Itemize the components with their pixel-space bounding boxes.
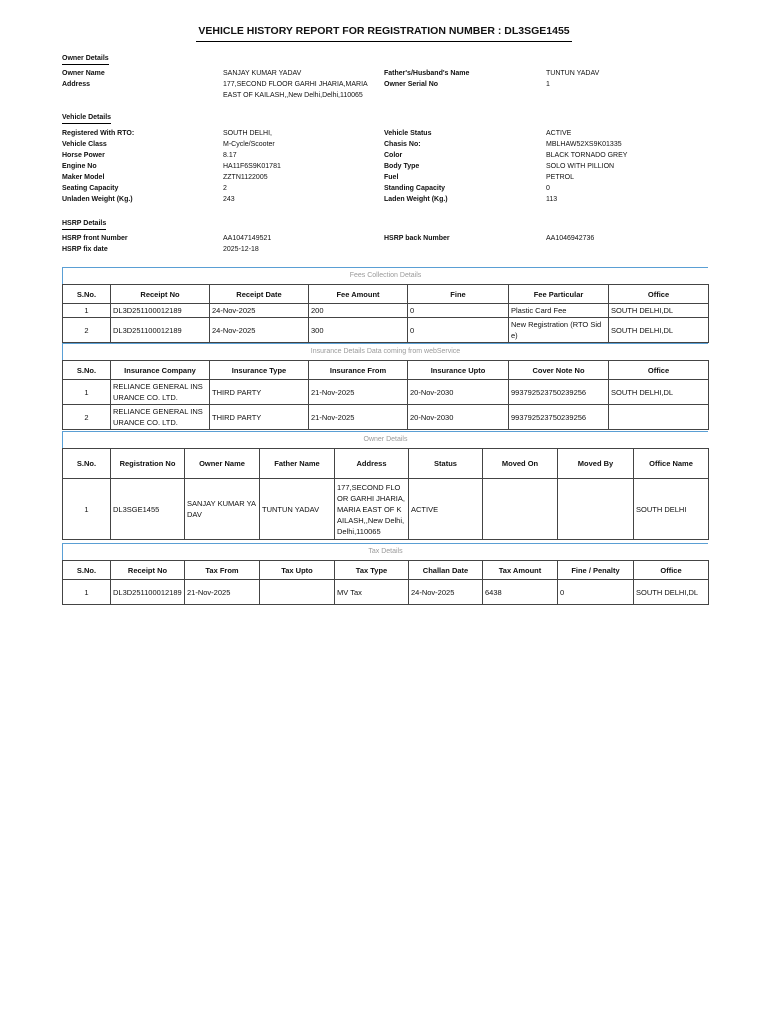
fees-table-cell: 0 [408,318,509,343]
tax-table-cell: 1 [63,580,111,605]
tax-column-header: Tax From [185,561,260,580]
address-value: 177,SECOND FLOOR GARHI JHARIA,MARIA EAST OF KAILASH,,New Delhi,Delhi,110065 [223,81,368,99]
fees-table-row [63,318,709,343]
insurance-column-header: Office [609,361,709,380]
vehicle-detail-label: Vehicle Status [384,130,432,137]
fees-table [62,284,709,343]
vehicle-detail-label: Vehicle Class [62,141,107,148]
vehicle-detail-label: Unladen Weight (Kg.) [62,196,133,203]
owners-panel [62,431,708,540]
vehicle-detail-value: ACTIVE [546,130,572,137]
insurance-table-cell: 2 [63,405,111,430]
owners-table-cell: DL3SGE1455 [111,479,185,540]
tax-column-header: S.No. [63,561,111,580]
insurance-column-header: S.No. [63,361,111,380]
insurance-column-header: Insurance Upto [408,361,509,380]
owners-table-cell: SOUTH DELHI [634,479,709,540]
vehicle-detail-label: Engine No [62,163,97,170]
tax-column-header: Tax Amount [483,561,558,580]
tax-table-row [63,580,709,605]
fees-table-cell: New Registration (RTO Side) [509,318,609,343]
insurance-table-cell [609,405,709,430]
tax-column-header: Challan Date [409,561,483,580]
owners-caption: Owner Details [62,431,708,448]
insurance-panel [62,343,708,430]
owners-column-header: Moved On [483,449,558,479]
vehicle-details-heading: Vehicle Details [62,114,111,124]
fees-table-cell: DL3D251100012189 [111,318,210,343]
fees-table-cell: DL3D251100012189 [111,304,210,318]
tax-column-header: Tax Type [335,561,409,580]
owners-table-cell [558,479,634,540]
insurance-table-cell: 21-Nov-2025 [309,405,408,430]
insurance-table-cell: 20-Nov-2030 [408,405,509,430]
insurance-table-cell: RELIANCE GENERAL INSURANCE CO. LTD. [111,405,210,430]
vehicle-detail-value: ZZTN1122005 [223,174,268,181]
fees-caption: Fees Collection Details [62,267,708,284]
vehicle-detail-value: 0 [546,185,550,192]
vehicle-detail-value: 113 [546,196,558,203]
owners-table [62,448,709,540]
vehicle-detail-label: Laden Weight (Kg.) [384,196,448,203]
vehicle-detail-value: SOLO WITH PILLION [546,163,615,170]
hsrp-fix-value: 2025-12-18 [223,246,259,253]
hsrp-back-value: AA1046942736 [546,235,595,242]
tax-table-cell: DL3D251100012189 [111,580,185,605]
hsrp-fix-label: HSRP fix date [62,246,108,253]
fees-table-cell: 1 [63,304,111,318]
owners-table-cell: SANJAY KUMAR YADAV [185,479,260,540]
tax-table-cell [260,580,335,605]
owner-serial-value: 1 [546,81,550,88]
insurance-table-cell: 993792523750239256 [509,405,609,430]
vehicle-detail-label: Seating Capacity [62,185,119,192]
fees-table-cell: 2 [63,318,111,343]
owners-table-row [63,479,709,540]
tax-table-cell: 0 [558,580,634,605]
insurance-table-cell: RELIANCE GENERAL INSURANCE CO. LTD. [111,380,210,405]
hsrp-back-label: HSRP back Number [384,235,450,242]
owners-column-header: Address [335,449,409,479]
owners-column-header: Owner Name [185,449,260,479]
vehicle-detail-label: Body Type [384,163,420,170]
vehicle-detail-value: SOUTH DELHI, [223,130,273,137]
fees-table-cell: Plastic Card Fee [509,304,609,318]
fees-column-header: Office [609,285,709,304]
insurance-table-cell: THIRD PARTY [210,405,309,430]
tax-column-header: Office [634,561,709,580]
vehicle-detail-label: Fuel [384,174,399,181]
insurance-column-header: Insurance From [309,361,408,380]
tax-table-cell: 21-Nov-2025 [185,580,260,605]
owner-name-value: SANJAY KUMAR YADAV [223,70,302,77]
insurance-table-cell: 21-Nov-2025 [309,380,408,405]
vehicle-detail-value: 243 [223,196,235,203]
fees-column-header: Fine [408,285,509,304]
hsrp-front-label: HSRP front Number [62,235,128,242]
address-label: Address [62,81,91,88]
father-name-label: Father's/Husband's Name [384,70,470,77]
insurance-table-row [63,380,709,405]
fees-table-cell: 0 [408,304,509,318]
insurance-table-cell: THIRD PARTY [210,380,309,405]
owners-column-header: Registration No [111,449,185,479]
vehicle-detail-label: Chasis No: [384,141,421,148]
tax-panel [62,543,708,605]
owner-name-label: Owner Name [62,70,105,77]
insurance-caption: Insurance Details Data coming from webService [62,343,708,360]
insurance-table-cell: 1 [63,380,111,405]
owners-column-header: Office Name [634,449,709,479]
insurance-column-header: Cover Note No [509,361,609,380]
owners-column-header: Status [409,449,483,479]
fees-column-header: Fee Amount [309,285,408,304]
insurance-table [62,360,709,430]
vehicle-detail-label: Maker Model [62,174,105,181]
tax-column-header: Fine / Penalty [558,561,634,580]
vehicle-detail-label: Registered With RTO: [62,130,135,137]
fees-table-cell: 24-Nov-2025 [210,304,309,318]
tax-table-cell: SOUTH DELHI,DL [634,580,709,605]
fees-table-cell: 200 [309,304,408,318]
fees-table-cell: SOUTH DELHI,DL [609,318,709,343]
tax-column-header: Receipt No [111,561,185,580]
tax-table-cell: 6438 [483,580,558,605]
fees-table-row [63,304,709,318]
vehicle-detail-label: Standing Capacity [384,185,446,192]
insurance-table-cell: 993792523750239256 [509,380,609,405]
fees-table-cell: 24-Nov-2025 [210,318,309,343]
fees-column-header: Receipt No [111,285,210,304]
fees-column-header: S.No. [63,285,111,304]
owners-table-cell: 177,SECOND FLOOR GARHI JHARIA,MARIA EAST OF KAILASH,,New Delhi,Delhi,110065 [335,479,409,540]
fees-table-cell: SOUTH DELHI,DL [609,304,709,318]
owners-table-cell [483,479,558,540]
owners-column-header: Father Name [260,449,335,479]
vehicle-detail-label: Horse Power [62,152,105,159]
owner-details-heading: Owner Details [62,55,109,65]
tax-table-cell: 24-Nov-2025 [409,580,483,605]
owners-table-cell: 1 [63,479,111,540]
tax-caption: Tax Details [62,543,708,560]
vehicle-detail-value: 2 [223,185,227,192]
insurance-table-row [63,405,709,430]
owners-column-header: S.No. [63,449,111,479]
fees-table-cell: 300 [309,318,408,343]
tax-table-cell: MV Tax [335,580,409,605]
vehicle-detail-value: 8.17 [223,152,237,159]
owners-table-cell: ACTIVE [409,479,483,540]
hsrp-front-value: AA1047149521 [223,235,272,242]
insurance-column-header: Insurance Type [210,361,309,380]
vehicle-detail-value: PETROL [546,174,575,181]
insurance-table-cell: SOUTH DELHI,DL [609,380,709,405]
tax-table [62,560,709,605]
father-name-value: TUNTUN YADAV [546,70,600,77]
owner-serial-label: Owner Serial No [384,81,439,88]
vehicle-detail-value: MBLHAW52XS9K01335 [546,141,622,148]
insurance-table-cell: 20-Nov-2030 [408,380,509,405]
vehicle-detail-value: M-Cycle/Scooter [223,141,275,148]
fees-column-header: Receipt Date [210,285,309,304]
vehicle-detail-value: BLACK TORNADO GREY [546,152,628,159]
insurance-column-header: Insurance Company [111,361,210,380]
hsrp-details-heading: HSRP Details [62,220,106,230]
fees-panel [62,267,708,343]
tax-column-header: Tax Upto [260,561,335,580]
vehicle-detail-label: Color [384,152,403,159]
vehicle-detail-value: HA11F6S9K01781 [223,163,281,170]
report-title: VEHICLE HISTORY REPORT FOR REGISTRATION NUMBER : DL3SGE1455 [0,25,768,37]
owners-table-cell: TUNTUN YADAV [260,479,335,540]
fees-column-header: Fee Particular [509,285,609,304]
owners-column-header: Moved By [558,449,634,479]
